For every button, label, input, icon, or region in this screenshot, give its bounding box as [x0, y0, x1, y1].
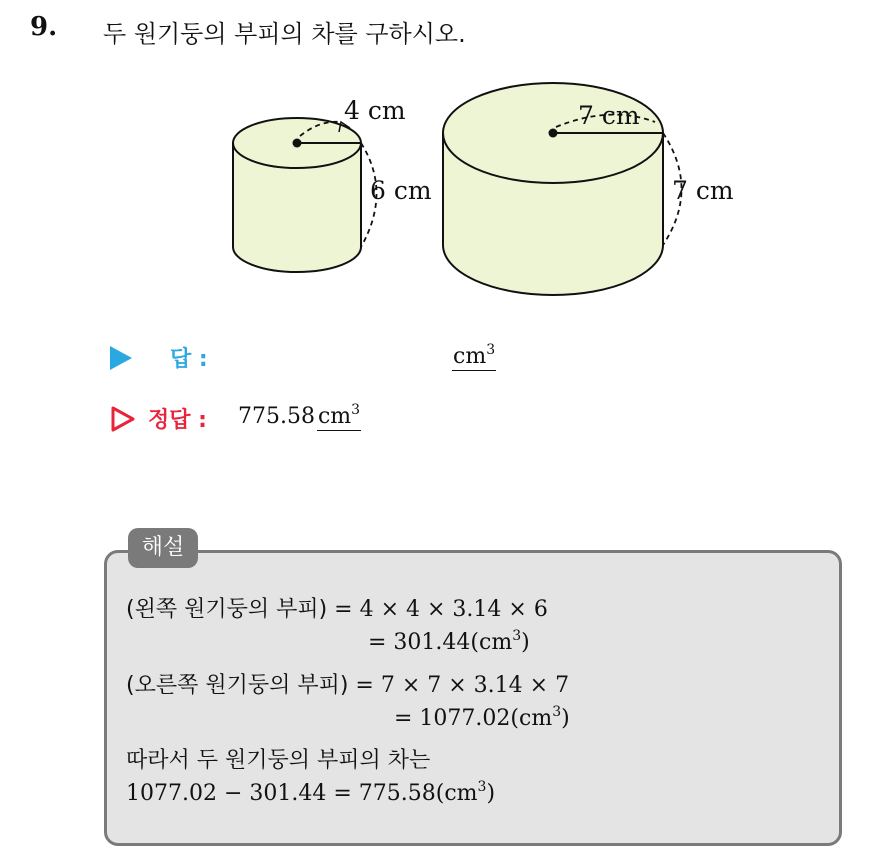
answer-unit-blank[interactable]: $cm^3$: [453, 342, 496, 369]
play-triangle-icon: [110, 346, 132, 370]
right-radius-label: 7 cm: [578, 101, 640, 130]
answer-row: [110, 340, 530, 374]
left-height-label: 6 cm: [370, 176, 432, 205]
question-number: 9.: [30, 12, 58, 42]
correct-unit: $cm^3$: [317, 402, 361, 429]
solution-line-1: (왼쪽 원기둥의 부피) = 4 × 4 × 3.14 × 6: [126, 597, 548, 622]
correct-value: 775.58 $cm^3$: [238, 402, 361, 429]
solution-line-2: = $301.44(cm^3)$: [368, 628, 530, 655]
right-cylinder: [443, 83, 734, 295]
solution-line-6: $1077.02 - 301.44 = 775.58(cm^3)$: [126, 779, 496, 806]
solution-line-4: = $1077.02(cm^3)$: [394, 704, 570, 731]
left-radius-label: 4 cm: [344, 96, 406, 125]
solution-line-3: (오른쪽 원기둥의 부피) = 7 × 7 × 3.14 × 7: [126, 673, 570, 698]
right-height-label: 7 cm: [672, 176, 734, 205]
question-text: 두 원기둥의 부피의 차를 구하시오.: [103, 20, 466, 48]
outline-triangle-icon: [110, 406, 136, 432]
correct-label: 정답 :: [148, 408, 207, 433]
answer-label: 답 :: [170, 347, 208, 372]
correct-answer-row: [110, 401, 530, 435]
cylinders-figure: [0, 0, 884, 320]
solution-line-5: 따라서 두 원기둥의 부피의 차는: [126, 748, 431, 773]
left-cylinder: [233, 96, 432, 272]
solution-tab: 해설: [128, 528, 198, 568]
